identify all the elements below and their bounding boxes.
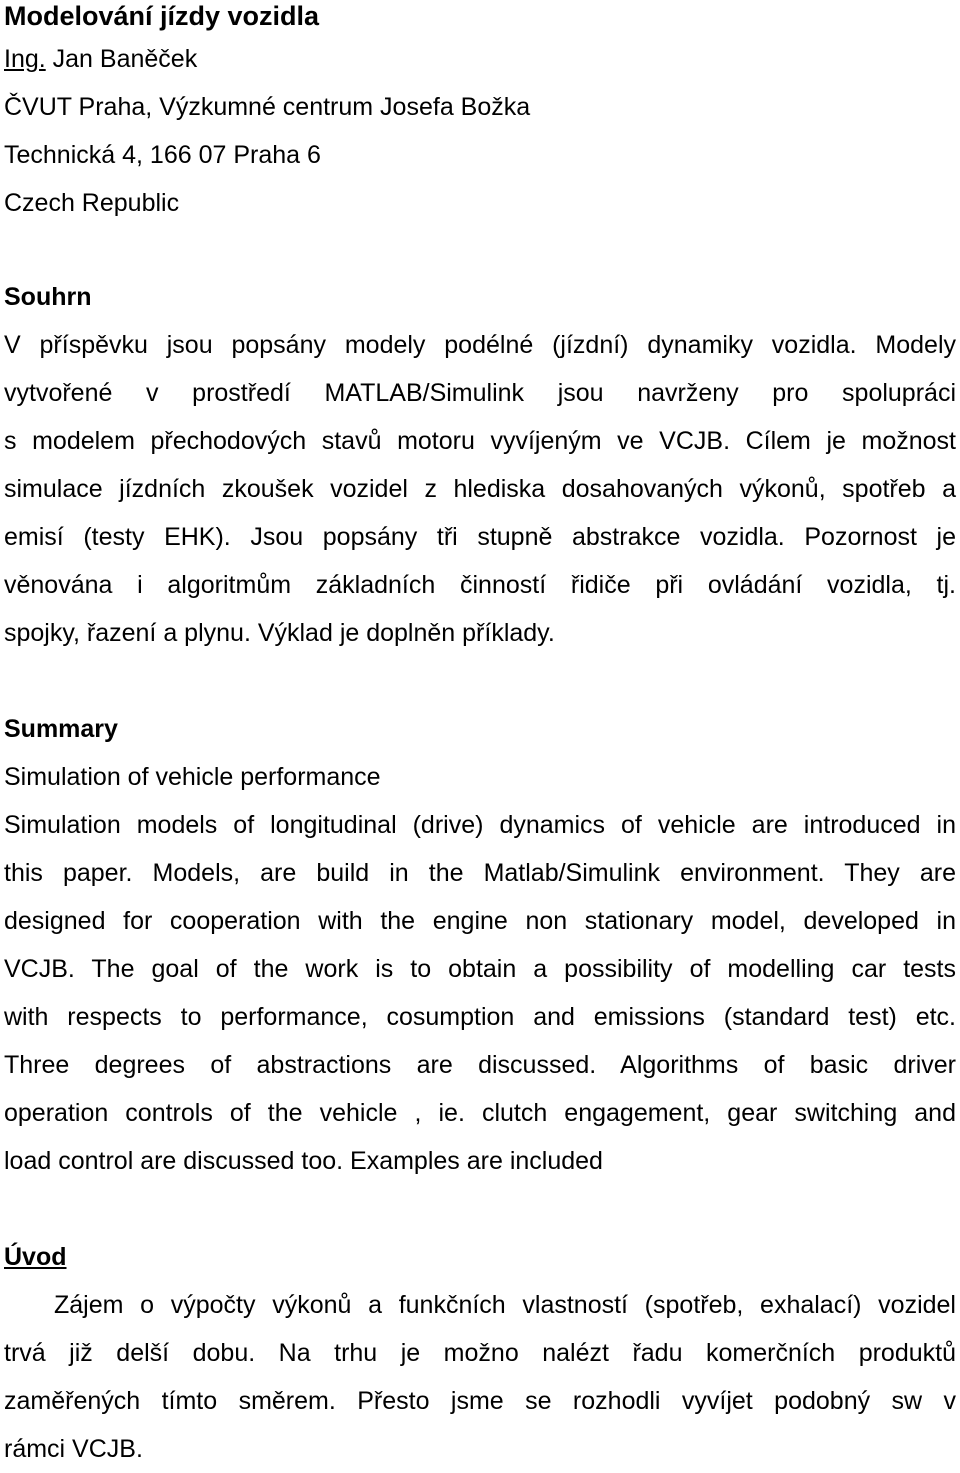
summary-heading: Summary bbox=[4, 715, 118, 743]
uvod-line: Zájem o výpočty výkonů a funkčních vlastností (spotřeb, exhalací) vozidel bbox=[54, 1291, 956, 1319]
souhrn-line: spojky, řazení a plynu. Výklad je doplněn příklady. bbox=[4, 619, 555, 647]
uvod-paragraph bbox=[4, 1281, 956, 1473]
summary-line: designed for cooperation with the engine non stationary model, developed in bbox=[4, 907, 956, 935]
uvod-line: zaměřených tímto směrem. Přesto jsme se rozhodli vyvíjet podobný sw v bbox=[4, 1387, 956, 1415]
author-name: Jan Baněček bbox=[45, 45, 198, 73]
souhrn-line: V příspěvku jsou popsány modely podélné (jízdní) dynamiky vozidla. Modely bbox=[4, 331, 956, 359]
souhrn-line: věnována i algoritmům základních činností řidiče při ovládání vozidla, tj. bbox=[4, 571, 956, 599]
summary-line: load control are discussed too. Examples are included bbox=[4, 1147, 603, 1175]
author-line bbox=[4, 35, 956, 83]
author-affiliation: ČVUT Praha, Výzkumné centrum Josefa Božka bbox=[4, 93, 531, 121]
uvod-line: trvá již delší dobu. Na trhu je možno nalézt řadu komerčních produktů bbox=[4, 1339, 956, 1367]
summary-line: Simulation models of longitudinal (drive) dynamics of vehicle are introduced in bbox=[4, 811, 956, 839]
author-title-link[interactable]: Ing. bbox=[4, 45, 46, 73]
paper-title: Modelování jízdy vozidla bbox=[4, 1, 320, 31]
uvod-heading: Úvod bbox=[4, 1243, 67, 1271]
souhrn-line: simulace jízdních zkoušek vozidel z hlediska dosahovaných výkonů, spotřeb a bbox=[4, 475, 956, 503]
summary-line: VCJB. The goal of the work is to obtain a possibility of modelling car tests bbox=[4, 955, 956, 983]
summary-paragraph bbox=[4, 801, 956, 1185]
author-address: Technická 4, 166 07 Praha 6 bbox=[4, 141, 321, 169]
uvod-line: rámci VCJB. bbox=[4, 1435, 143, 1463]
souhrn-paragraph bbox=[4, 321, 956, 657]
souhrn-line: vytvořené v prostředí MATLAB/Simulink jsou navrženy pro spolupráci bbox=[4, 379, 956, 407]
summary-line: operation controls of the vehicle , ie. clutch engagement, gear switching and bbox=[4, 1099, 956, 1127]
souhrn-line: s modelem přechodových stavů motoru vyvíjeným ve VCJB. Cílem je možnost bbox=[4, 427, 956, 455]
summary-subtitle: Simulation of vehicle performance bbox=[4, 763, 381, 791]
souhrn-line: emisí (testy EHK). Jsou popsány tři stupně abstrakce vozidla. Pozornost je bbox=[4, 523, 956, 551]
author-country: Czech Republic bbox=[4, 189, 180, 217]
summary-line: Three degrees of abstractions are discussed. Algorithms of basic driver bbox=[4, 1051, 956, 1079]
summary-line: with respects to performance, cosumption and emissions (standard test) etc. bbox=[4, 1003, 956, 1031]
summary-line: this paper. Models, are build in the Matlab/Simulink environment. They are bbox=[4, 859, 956, 887]
souhrn-heading: Souhrn bbox=[4, 283, 92, 311]
